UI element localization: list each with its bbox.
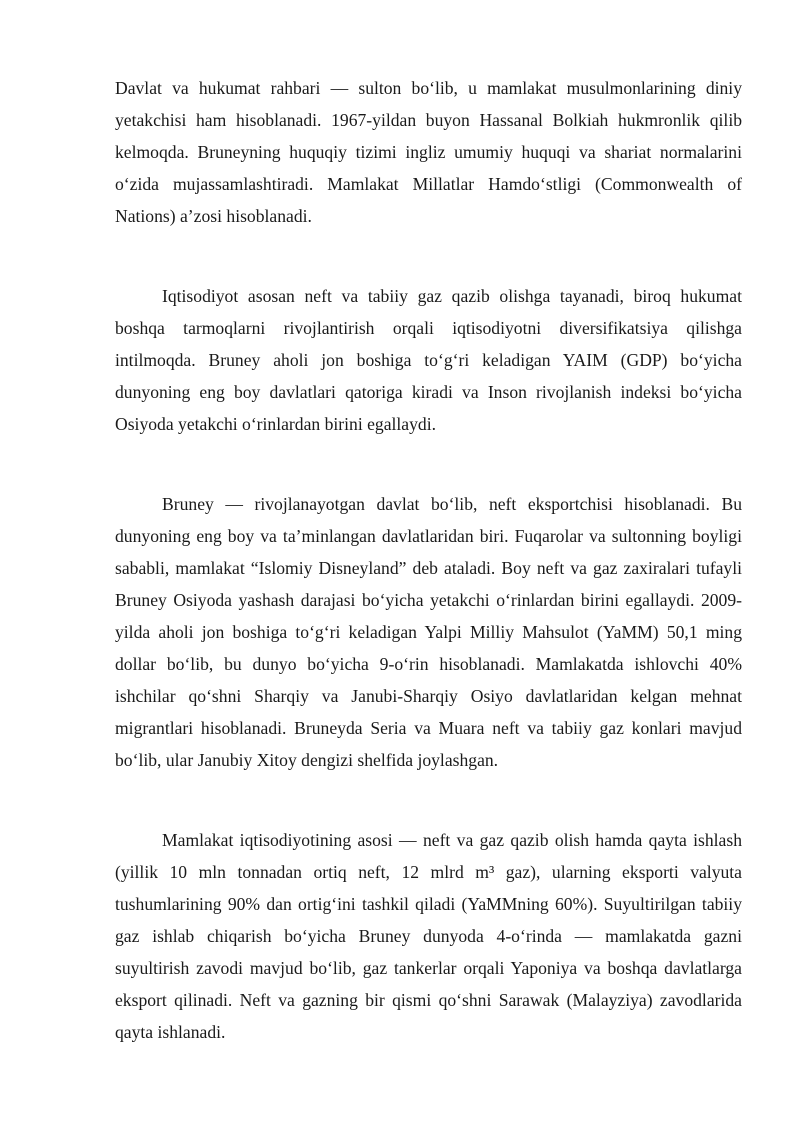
paragraph-government: Davlat va hukumat rahbari — sulton boʻlib, u mamlakat musulmonlarining diniy yetakchisi ham hisoblanadi. 1967-yildan buyon Hassanal Bolkiah hukmronlik qilib kelmoqda. Bruneyning huquqiy tizimi ingliz umumiy huquqi va shariat normalarini oʻzida mujassamlashtiradi. Mamlakat Millatlar Hamdoʻstligi (Commonwealth of Nations) a’zosi hisoblanadi.	[115, 78, 742, 226]
paragraph-oil-exporter: Bruney — rivojlanayotgan davlat boʻlib, neft eksportchisi hisoblanadi. Bu dunyoning eng boy va ta’minlangan davlatlaridan biri. Fuqarolar va sultonning boyligi sababli, mamlakat “Islomiy Disneyland” deb ataladi. Boy neft va gaz zaxiralari tufayli Bruney Osiyoda yashash darajasi boʻyicha yetakchi oʻrinlardan birini egallaydi. 2009-yilda aholi jon boshiga toʻgʻri keladigan Yalpi Milliy Mahsulot (YaMM) 50,1 ming dollar boʻlib, bu dunyo boʻyicha 9-oʻrin hisoblanadi. Mamlakatda ishlovchi 40% ishchilar qoʻshni Sharqiy va Janubi-Sharqiy Osiyo davlatlaridan kelgan mehnat migrantlari hisoblanadi. Bruneyda Seria va Muara neft va tabiiy gaz konlari mavjud boʻlib, ular Janubiy Xitoy dengizi shelfida joylashgan.	[115, 494, 742, 770]
document-page	[115, 72, 742, 1048]
paragraph-gap	[115, 776, 742, 824]
paragraph-oil-gas-industry: Mamlakat iqtisodiyotining asosi — neft va gaz qazib olish hamda qayta ishlash (yillik 10 mln tonnadan ortiq neft, 12 mlrd m³ gaz), ularning eksporti valyuta tushumlarining 90% dan ortigʻini tashkil qiladi (YaMMning 60%). Suyultirilgan tabiiy gaz ishlab chiqarish boʻyicha Bruney dunyoda 4-oʻrinda — mamlakatda gazni suyultirish zavodi mavjud boʻlib, gaz tankerlar orqali Yaponiya va boshqa davlatlarga eksport qilinadi. Neft va gazning bir qismi qoʻshni Sarawak (Malayziya) zavodlarida qayta ishlanadi.	[115, 830, 742, 1042]
paragraph-gap	[115, 440, 742, 488]
paragraph-gap	[115, 232, 742, 280]
paragraph-economy-overview: Iqtisodiyot asosan neft va tabiiy gaz qazib olishga tayanadi, biroq hukumat boshqa tarmoqlarni rivojlantirish orqali iqtisodiyotni diversifikatsiya qilishga intilmoqda. Bruney aholi jon boshiga toʻgʻri keladigan YAIM (GDP) boʻyicha dunyoning eng boy davlatlari qatoriga kiradi va Inson rivojlanish indeksi boʻyicha Osiyoda yetakchi oʻrinlardan birini egallaydi.	[115, 286, 742, 434]
